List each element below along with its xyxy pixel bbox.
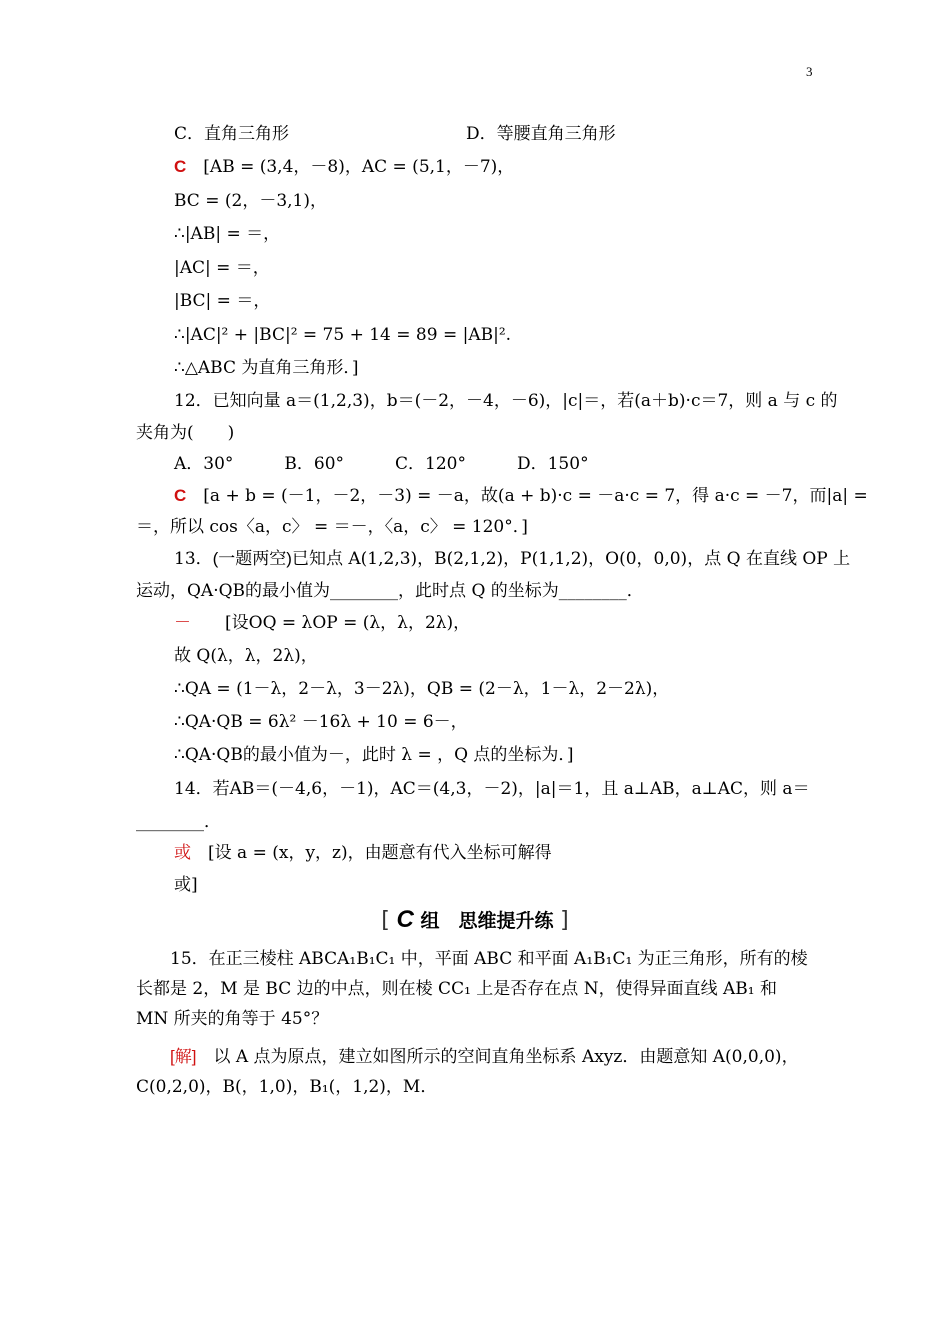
text-segment: (一题两空) xyxy=(212,549,292,568)
text-line xyxy=(174,189,327,213)
text-segment: [设 a = (x，y，z)，由题意有代入坐标可解得 xyxy=(191,843,552,863)
text-segment: 或] xyxy=(174,875,198,895)
text-line xyxy=(466,122,616,146)
text-segment: [a + b = (－1，－2，－3) = －a，故(a + b)·c = －a·c = 7，得 a·c = －7，而|a| = xyxy=(186,486,868,506)
text-segment: 12．已知向量 a＝(1,2,3)，b＝(－2，－4，－6)，|c|＝，若(a＋b)·c＝7，则 a 与 c 的 xyxy=(174,391,838,411)
text-segment: A．30° B．60° C．120° D．150° xyxy=(174,454,589,474)
text-segment: 或 xyxy=(174,843,191,863)
section-title: 组 思维提升练 xyxy=(420,910,554,932)
text-line xyxy=(174,356,359,380)
text-segment: ∴△ABC 为直角三角形．] xyxy=(174,358,359,378)
text-segment: ＝，所以 cos〈a，c〉 = ＝－，〈a，c〉 = 120°．] xyxy=(136,517,528,537)
section-letter: C xyxy=(396,906,414,933)
text-line xyxy=(174,452,589,476)
text-line xyxy=(174,777,810,801)
solution-tag: [解] xyxy=(170,1047,197,1066)
text-line xyxy=(136,579,644,603)
text-segment: |BC| = ＝， xyxy=(174,291,271,311)
text-line xyxy=(174,256,270,280)
solution-15 xyxy=(136,1042,814,1102)
text-segment: 已知点 A(1,2,3)，B(2,1,2)，P(1,1,2)，O(0，0,0)，点 Q 在直线 OP 上 xyxy=(291,549,851,569)
text-line xyxy=(174,222,280,246)
text-line xyxy=(174,743,574,767)
page-number: 3 xyxy=(806,64,813,79)
section-heading xyxy=(0,906,950,934)
question-15 xyxy=(136,944,814,1034)
text-line xyxy=(174,710,468,734)
text-line xyxy=(174,389,838,413)
text-segment: BC = (2，－3,1)， xyxy=(174,191,327,211)
text-segment: [设OQ = λOP = (λ，λ，2λ)， xyxy=(191,613,471,633)
text-segment: D．等腰直角三角形 xyxy=(466,124,616,144)
text-line xyxy=(174,323,511,347)
text-segment: [AB = (3,4，－8)，AC = (5,1，－7)， xyxy=(186,157,515,177)
text-line xyxy=(174,873,198,897)
text-line xyxy=(174,547,850,571)
text-segment: － xyxy=(174,613,191,633)
answer-letter: C xyxy=(174,157,187,176)
text-segment: 故 Q(λ，λ，2λ)， xyxy=(174,646,318,666)
text-line xyxy=(174,841,552,865)
solution-text: 以 A 点为原点，建立如图所示的空间直角坐标系 Axyz．由题意知 A(0,0,0)，C(0,2,0)，B(，1,0)，B₁(，1,2)，M． xyxy=(136,1047,799,1097)
text-line xyxy=(174,677,669,701)
text-segment: 运动，QA·QB的最小值为________，此时点 Q 的坐标为________． xyxy=(136,581,644,601)
text-line xyxy=(174,484,868,508)
text-line xyxy=(136,515,528,539)
text-segment: ∴QA·QB = 6λ² －16λ + 10 = 6－， xyxy=(174,712,468,732)
text-segment: C．直角三角形 xyxy=(174,124,290,144)
answer-letter: C xyxy=(174,486,187,505)
text-line xyxy=(174,289,270,313)
text-line xyxy=(174,644,318,668)
section-open-bracket: [ xyxy=(381,908,390,933)
text-segment: ∴QA = (1－λ，2－λ，3－2λ)，QB = (2－λ，1－λ，2－2λ)， xyxy=(174,679,670,699)
text-segment: 夹角为( ) xyxy=(136,423,235,443)
text-segment: 13． xyxy=(174,549,213,569)
text-line xyxy=(136,421,234,445)
text-line xyxy=(174,122,289,146)
text-line xyxy=(174,611,470,635)
text-segment: ∴QA·QB的最小值为－，此时 λ = ，Q 点的坐标为．] xyxy=(174,745,574,765)
text-line xyxy=(136,810,221,834)
text-segment: ∴|AC|² + |BC|² = 75 + 14 = 89 = |AB|². xyxy=(174,325,512,345)
question-15-text: 15．在正三棱柱 ABCA₁B₁C₁ 中，平面 ABC 和平面 A₁B₁C₁ 为正三角形，所有的棱长都是 2，M 是 BC 边的中点，则在棱 CC₁ 上是否存在点 N，使得异面直线 AB₁ 和 MN 所夹的角等于 45°？ xyxy=(136,949,808,1029)
text-segment: 14．若AB＝(－4,6，－1)，AC＝(4,3，－2)，|a|＝1，且 a⊥AB，a⊥AC，则 a＝ xyxy=(174,779,810,799)
text-segment: ∴|AB| = ＝， xyxy=(174,224,281,244)
text-segment: |AC| = ＝， xyxy=(174,258,270,278)
section-close-bracket: ] xyxy=(560,908,569,933)
text-line xyxy=(174,155,514,179)
text-segment: ________． xyxy=(136,812,221,832)
